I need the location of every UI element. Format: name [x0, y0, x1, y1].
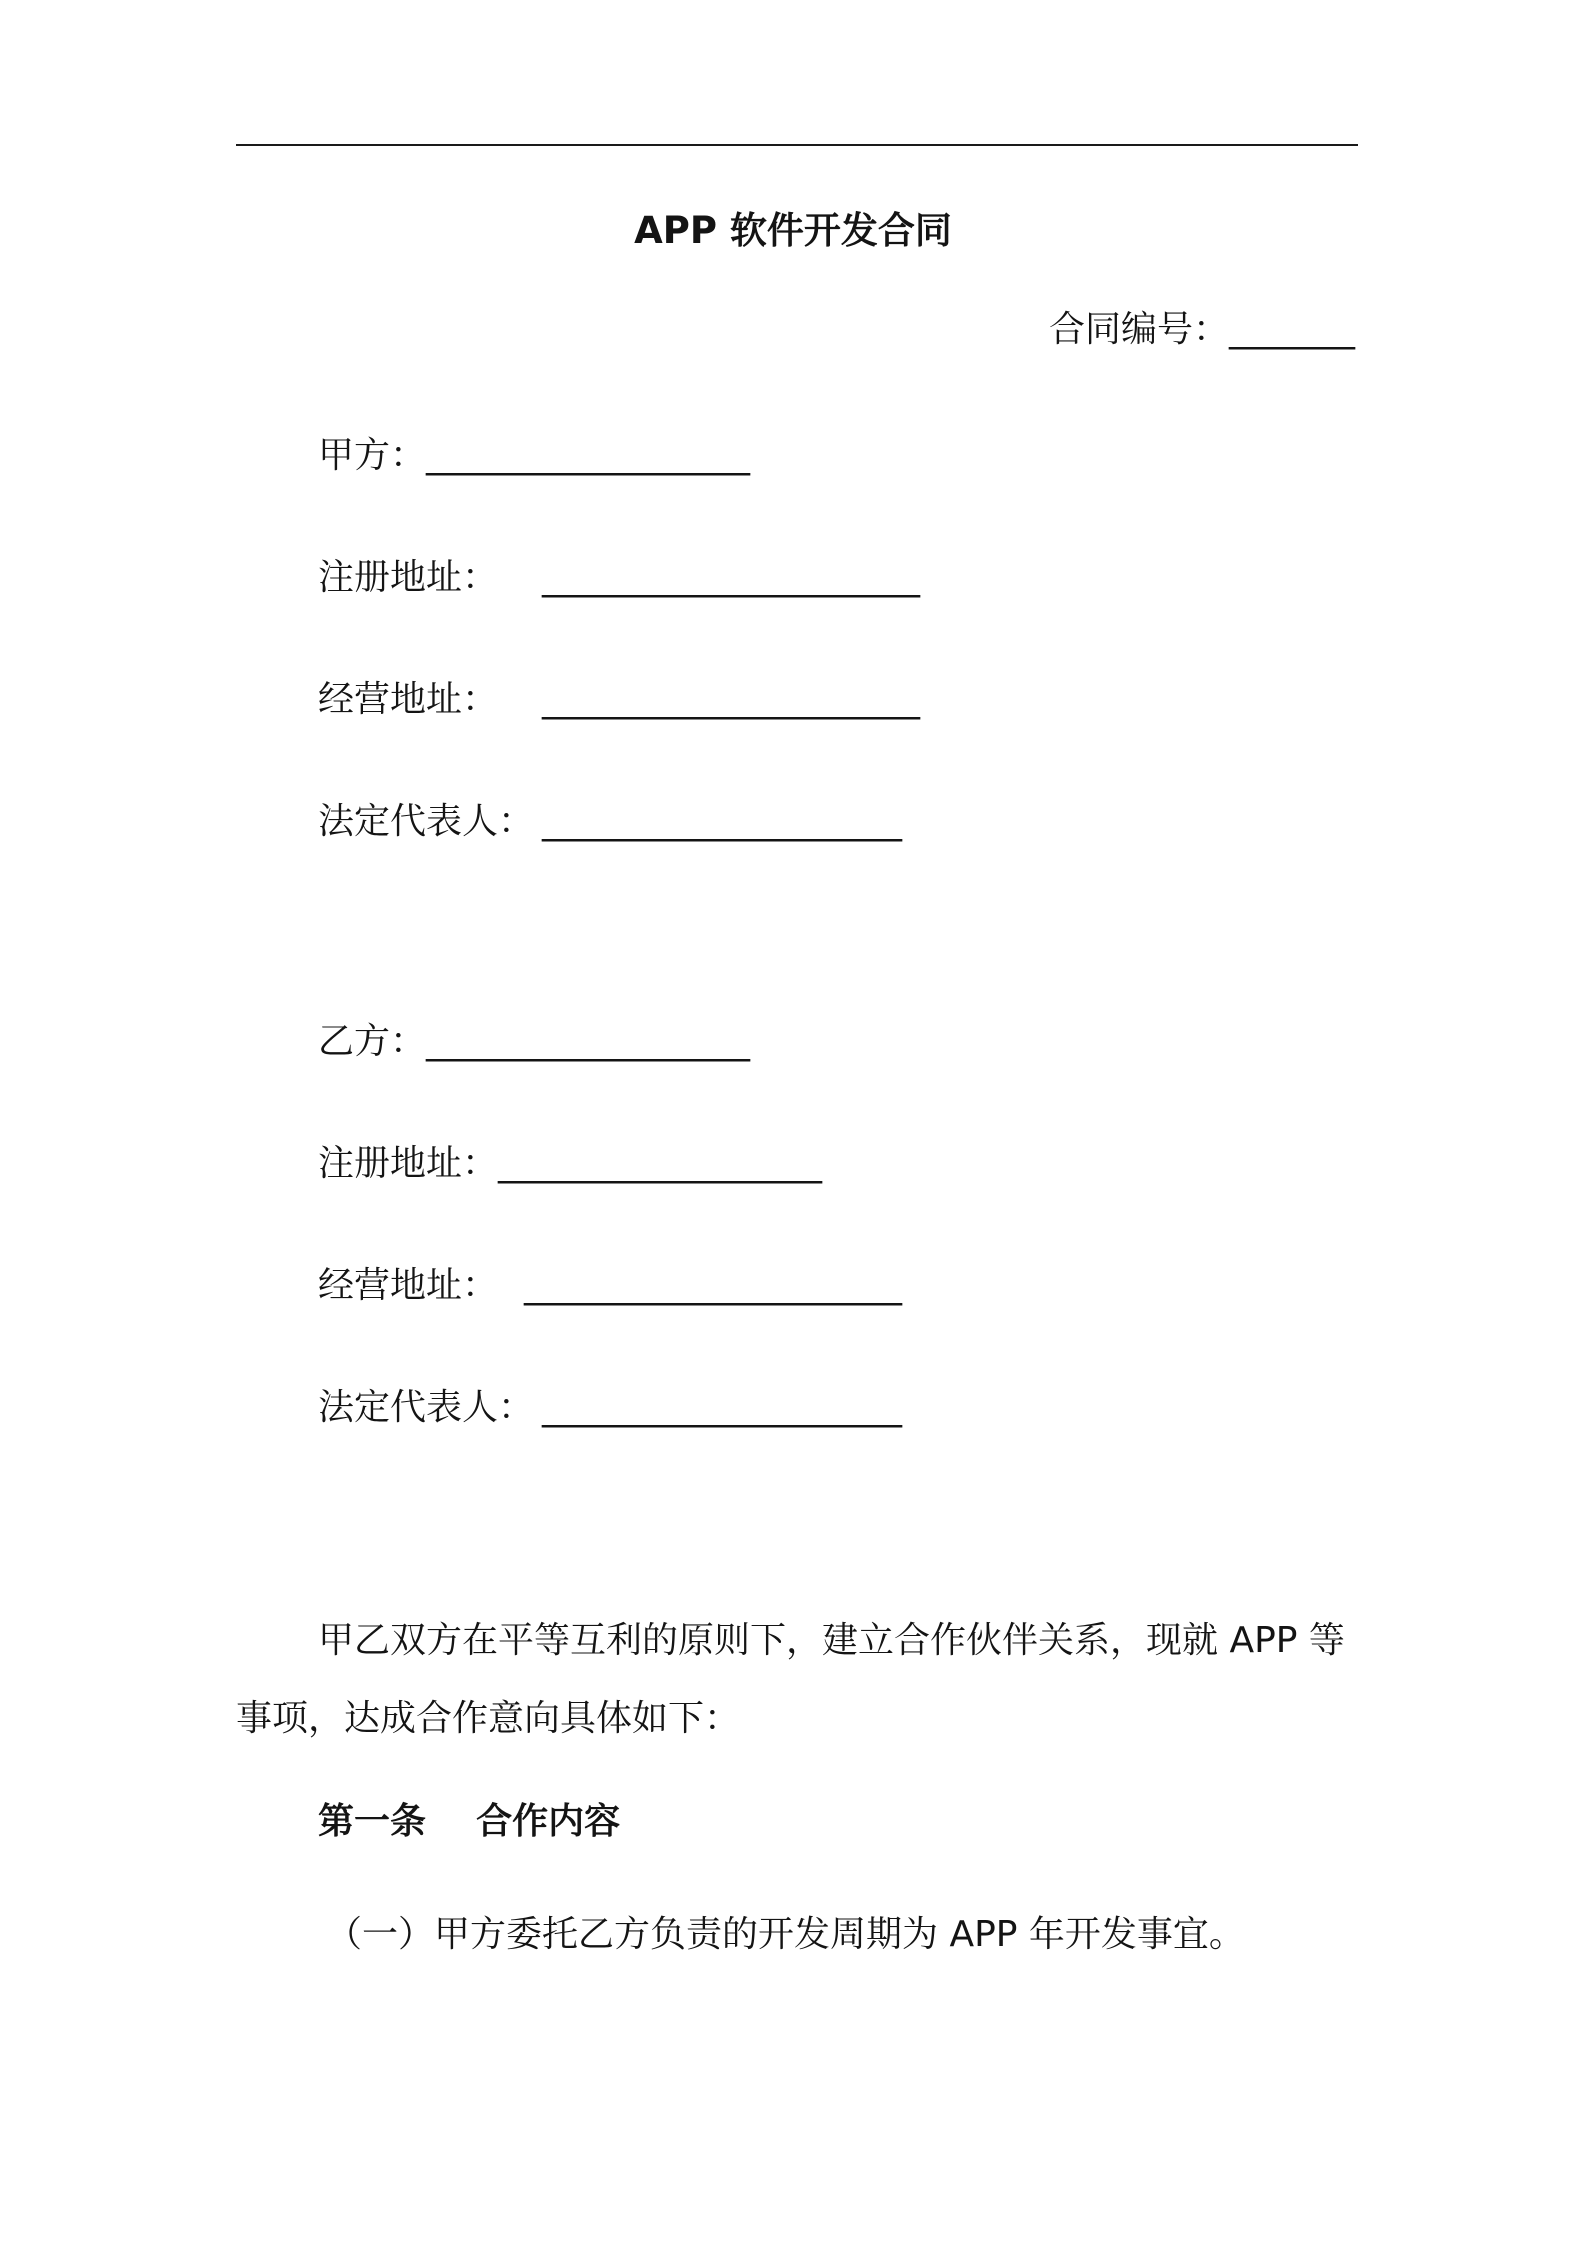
party-b-name-label: 乙方：	[318, 1021, 427, 1062]
party-b-reg-address-blank: __________________	[498, 1143, 823, 1184]
party-a-name-label: 甲方：	[318, 435, 427, 476]
party-b-reg-address-label: 注册地址：	[318, 1143, 499, 1184]
party-a-name-blank: __________________	[426, 435, 751, 476]
party-b-legal-rep-label: 法定代表人：	[318, 1387, 535, 1428]
party-a-legal-rep-label: 法定代表人：	[318, 801, 535, 842]
article-1-item-1: （一）甲方委托乙方负责的开发周期为 APP 年开发事宜。	[326, 1914, 1245, 1955]
party-b-legal-rep-field	[318, 1383, 902, 1433]
party-a-legal-rep-blank: ____________________	[542, 801, 902, 842]
party-a-biz-address-blank: _____________________	[542, 679, 920, 720]
party-b-reg-address-field	[318, 1139, 822, 1189]
party-a-reg-address-blank: _____________________	[542, 557, 920, 598]
party-b-legal-rep-blank: ____________________	[542, 1387, 902, 1428]
article-1-heading: 第一条 合作内容	[318, 1801, 621, 1842]
party-a-name-field	[318, 431, 750, 481]
party-a-biz-address-label: 经营地址：	[318, 679, 499, 720]
party-b-name-blank: __________________	[426, 1021, 751, 1062]
party-a-reg-address-field	[318, 553, 920, 603]
document-title: APP 软件开发合同	[634, 209, 952, 252]
party-b-biz-address-field	[318, 1261, 902, 1311]
contract-number: 合同编号：_______	[1048, 309, 1355, 350]
party-b-biz-address-blank: _____________________	[524, 1265, 902, 1306]
party-a-biz-address-field	[318, 675, 920, 725]
party-a-reg-address-label: 注册地址：	[318, 557, 499, 598]
party-b-name-field	[318, 1017, 750, 1067]
party-a-legal-rep-field	[318, 797, 902, 847]
intro-paragraph: 甲乙双方在平等互利的原则下，建立合作伙伴关系，现就 APP 等事项，达成合作意向具体如下：	[236, 1620, 1345, 1739]
party-b-biz-address-label: 经营地址：	[318, 1265, 499, 1306]
header-rule	[236, 144, 1358, 146]
